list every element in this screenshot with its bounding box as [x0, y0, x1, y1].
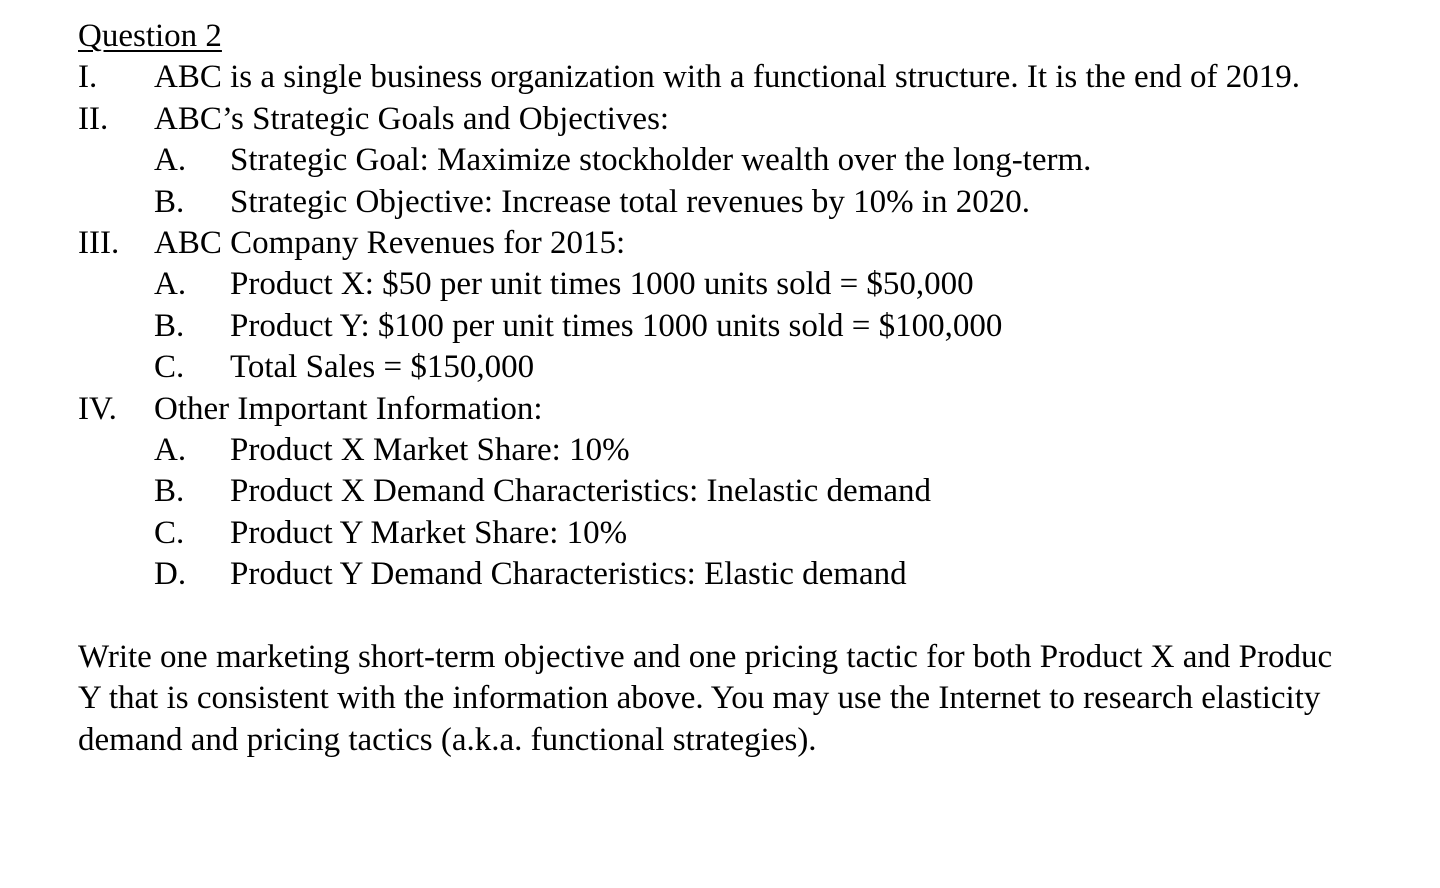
section-3-item-a [78, 264, 1440, 305]
section-3 [78, 223, 1440, 264]
item-letter: A. [154, 431, 187, 468]
section-1-text: ABC is a single business organization with a functional structure. It is the end of 2019. [154, 59, 1300, 96]
item-letter: A. [154, 142, 187, 179]
section-2-text: ABC’s Strategic Goals and Objectives: [154, 100, 670, 137]
section-2-item-b [78, 182, 1440, 223]
item-text: Total Sales = $150,000 [230, 349, 535, 386]
section-3-item-c [78, 347, 1440, 388]
item-text: Product X: $50 per unit times 1000 units sold = $50,000 [230, 266, 974, 303]
section-1 [78, 57, 1440, 98]
section-1-number: I. [78, 59, 98, 96]
section-2 [78, 99, 1440, 140]
item-letter: C. [154, 514, 185, 551]
item-letter: C. [154, 349, 185, 386]
instructions-paragraph [78, 637, 1440, 761]
item-letter: A. [154, 266, 187, 303]
section-4-item-b [78, 471, 1440, 512]
section-4-item-c [78, 513, 1440, 554]
item-text: Product X Market Share: 10% [230, 431, 630, 468]
item-text: Strategic Objective: Increase total revenues by 10% in 2020. [230, 183, 1030, 220]
item-text: Product X Demand Characteristics: Inelastic demand [230, 473, 932, 510]
blank-line [78, 595, 1440, 636]
section-2-number: II. [78, 100, 109, 137]
section-4-item-a [78, 430, 1440, 471]
section-4-number: IV. [78, 390, 117, 427]
section-3-number: III. [78, 224, 120, 261]
instructions-line: Write one marketing short-term objective and one pricing tactic for both Product X and Produc [78, 638, 1333, 675]
item-text: Product Y Market Share: 10% [230, 514, 628, 551]
item-letter: B. [154, 473, 185, 510]
question-title: Question 2 [78, 18, 222, 54]
item-letter: B. [154, 307, 185, 344]
item-letter: B. [154, 183, 185, 220]
instructions-line: Y that is consistent with the information above. You may use the Internet to research elasticity [78, 680, 1321, 717]
item-text: Strategic Goal: Maximize stockholder wealth over the long-term. [230, 142, 1092, 179]
section-4 [78, 389, 1440, 430]
document-page [78, 16, 1440, 761]
section-4-text: Other Important Information: [154, 390, 543, 427]
section-3-text: ABC Company Revenues for 2015: [154, 224, 626, 261]
item-letter: D. [154, 556, 187, 593]
item-text: Product Y: $100 per unit times 1000 units sold = $100,000 [230, 307, 1003, 344]
section-2-item-a [78, 140, 1440, 181]
instructions-line: demand and pricing tactics (a.k.a. functional strategies). [78, 721, 817, 758]
section-4-item-d [78, 554, 1440, 595]
item-text: Product Y Demand Characteristics: Elastic demand [230, 556, 907, 593]
section-3-item-b [78, 306, 1440, 347]
